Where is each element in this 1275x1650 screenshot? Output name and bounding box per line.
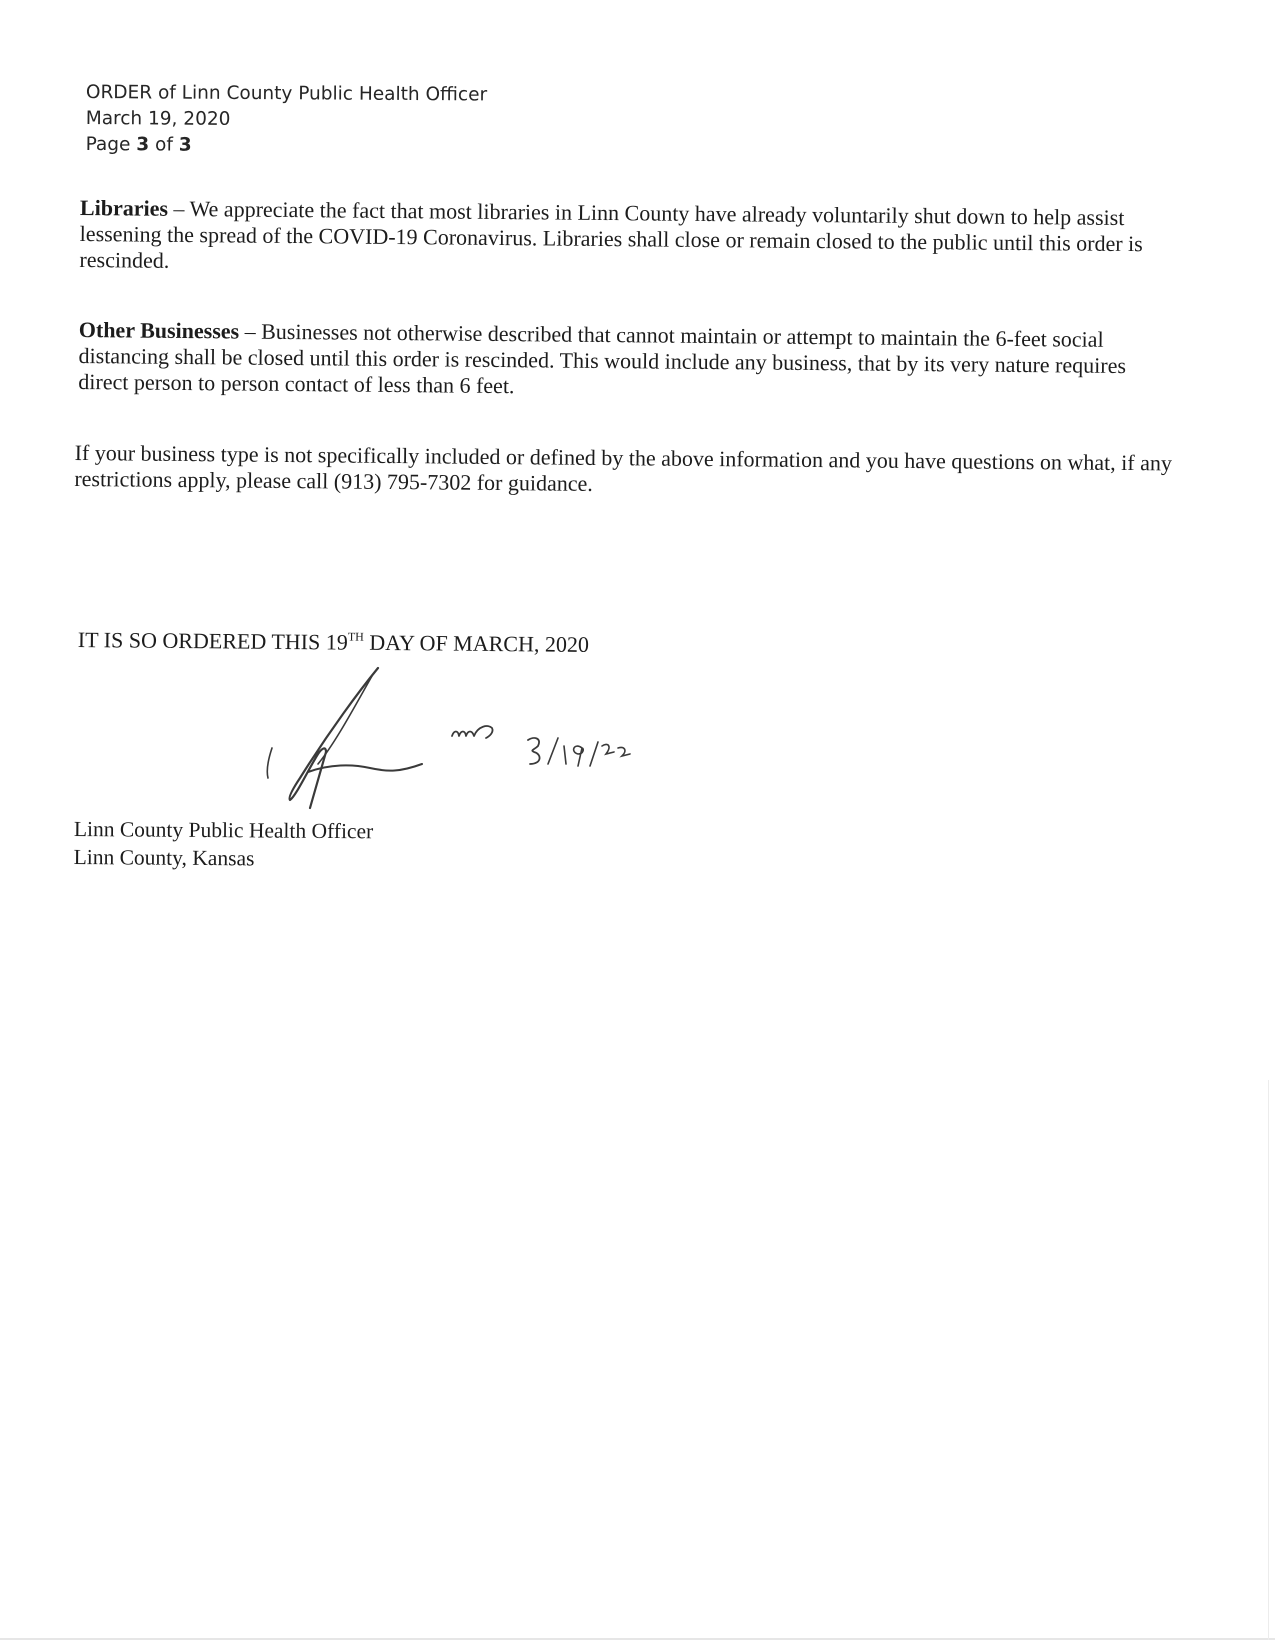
signatory-location: Linn County, Kansas [73,844,255,871]
scan-edge-bottom [0,1638,1275,1640]
order-title: ORDER of Linn County Public Health Officer [85,81,488,106]
ordered-prefix: IT IS SO ORDERED THIS 19 [77,627,348,655]
guidance-paragraph [74,440,1194,503]
other-businesses-text: – Businesses not otherwise described that cannot maintain or attempt to maintain the 6-feet social distancing shall be closed until this order is rescinded. This would include any business, that by its very nature requires direct person to person contact of less than 6 feet. [78,318,1127,399]
page-total: 3 [178,134,192,156]
other-businesses-paragraph [78,317,1174,406]
order-date: March 19, 2020 [85,107,231,130]
libraries-heading: Libraries [79,194,169,221]
handwritten-signature [260,660,680,820]
scan-edge-right [1268,1080,1269,1640]
guidance-text: If your business type is not specifically included or defined by the above information and you have questions on what, if any restrictions apply, please call (913) 795-7302 for guidance. [74,439,1173,496]
page-prefix: Page [85,133,137,156]
page-current: 3 [136,134,150,156]
page-of: of [149,134,179,156]
other-businesses-heading: Other Businesses [78,316,240,344]
page-number [86,132,487,160]
ordered-superscript: TH [347,629,364,644]
libraries-text: – We appreciate the fact that most libraries in Linn County have already voluntarily shut down to help assist lessening the spread of the COVID-19 Coronavirus. Libraries shall close or remain closed to the public until this order is rescinded. [79,195,1143,273]
ordered-statement [78,627,589,658]
document-header [86,80,488,160]
libraries-paragraph [79,195,1175,284]
ordered-suffix: DAY OF MARCH, 2020 [363,629,590,657]
signatory-block [74,815,374,873]
signatory-title: Linn County Public Health Officer [73,816,374,844]
